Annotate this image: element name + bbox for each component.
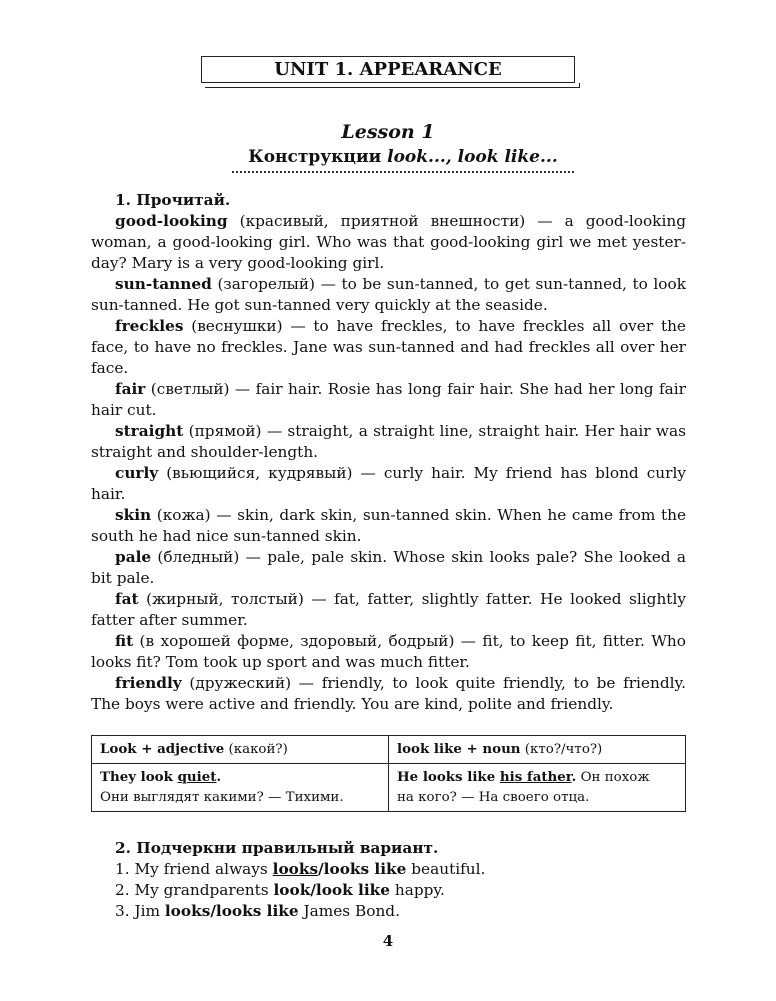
vocab-term: pale (115, 548, 152, 566)
table-header-row (92, 736, 686, 764)
unit-title: UNIT 1. APPEARANCE (201, 56, 575, 83)
lesson-subtitle (232, 147, 574, 173)
table-example-row (92, 764, 686, 812)
option-a: look (273, 881, 311, 899)
option-b: /look like (310, 881, 391, 899)
vocab-term: good-looking (115, 212, 228, 230)
vocab-entry (91, 274, 686, 316)
header-bold: Look + adjective (100, 741, 225, 757)
vocab-text: (светлый) — fair hair. Rosie has long fair hair. She had her long fair hair cut. (91, 380, 686, 419)
example-underlined: quiet (177, 769, 217, 785)
item-number: 2. (115, 881, 135, 899)
example-translation: на кого? — На своего отца. (397, 790, 590, 805)
vocab-entry (91, 547, 686, 589)
vocab-entry (91, 421, 686, 463)
grammar-table (91, 735, 686, 812)
vocab-text: (красивый, приятной внешности) — a good-looking woman, a good-looking girl. Who was that good-looking girl we met yester-day? Mary is a very good-looking girl. (91, 212, 686, 272)
lesson-subtitle-italic: look..., look like... (387, 147, 558, 167)
option-a: looks (164, 902, 211, 920)
header-rest: (какой?) (224, 742, 288, 757)
example-translation: Он похож (576, 770, 650, 785)
example-prefix: He looks like (397, 769, 500, 785)
exercise-item (91, 901, 686, 922)
vocab-text: (в хорошей форме, здоровый, бодрый) — fit, to keep fit, fitter. Who looks fit? Tom took up sport and was much fitter. (91, 632, 686, 671)
vocab-term: straight (115, 422, 184, 440)
page-number: 4 (382, 932, 394, 950)
item-number: 1. (115, 860, 135, 878)
vocab-text: (веснушки) — to have freckles, to have freckles all over the face, to have no freckles. Jane was sun-tanned and had freckles all over her face. (91, 317, 686, 377)
vocab-term: curly (115, 464, 159, 482)
item-post: beautiful. (406, 860, 486, 878)
vocab-entry (91, 463, 686, 505)
header-rest: (кто?/что?) (520, 742, 603, 757)
example-underlined: his father (499, 769, 572, 785)
option-b: /looks like (318, 860, 407, 878)
vocab-term: fair (115, 380, 146, 398)
vocab-entry (91, 379, 686, 421)
vocab-entry (91, 631, 686, 673)
table-header-cell-left (92, 736, 389, 764)
task2 (91, 838, 686, 922)
item-post: happy. (390, 881, 445, 899)
vocab-term: skin (115, 506, 152, 524)
example-suffix: . (571, 769, 577, 785)
header-bold: look like + noun (397, 741, 521, 757)
item-pre: My friend always (134, 860, 273, 878)
lesson-subtitle-prefix: Конструкции (248, 147, 388, 167)
item-number: 3. (115, 902, 135, 920)
lesson-title: Lesson 1 (341, 121, 435, 143)
vocab-term: sun-tanned (115, 275, 212, 293)
vocab-text: (дружеский) — friendly, to look quite friendly, to be friendly. The boys were active and friendly. You are kind, polite and friendly. (91, 674, 686, 713)
vocab-term: friendly (115, 674, 182, 692)
vocab-text: (бледный) — pale, pale skin. Whose skin looks pale? She looked a bit pale. (91, 548, 686, 587)
item-pre: My grandparents (134, 881, 274, 899)
vocab-text: (вьющийся, кудрявый) — curly hair. My friend has blond curly hair. (91, 464, 686, 503)
vocab-entry (91, 589, 686, 631)
vocab-term: freckles (115, 317, 184, 335)
vocab-text: (прямой) — straight, a straight line, straight hair. Her hair was straight and shoulder-length. (91, 422, 686, 461)
vocab-term: fit (115, 632, 134, 650)
table-example-cell-right (389, 764, 686, 812)
task1-title: 1. Прочитай. (115, 191, 231, 209)
vocab-entry (91, 316, 686, 379)
option-a: looks (272, 860, 319, 878)
vocab-entry (91, 505, 686, 547)
vocab-entry (91, 673, 686, 715)
exercise-item (91, 880, 686, 901)
example-translation: Они выглядят какими? — Тихими. (100, 790, 344, 805)
item-pre: Jim (134, 902, 165, 920)
exercise-item (91, 859, 686, 880)
vocab-text: (жирный, толстый) — fat, fatter, slightly fatter. He looked slightly fatter after summer. (91, 590, 686, 629)
example-suffix: . (216, 769, 222, 785)
task1 (91, 190, 686, 715)
table-header-cell-right (389, 736, 686, 764)
example-prefix: They look (100, 769, 178, 785)
item-post: James Bond. (298, 902, 400, 920)
vocab-term: fat (115, 590, 139, 608)
vocab-text: (загорелый) — to be sun-tanned, to get sun-tanned, to look sun-tanned. He got sun-tanned very quickly at the seaside. (91, 275, 686, 314)
option-b: /looks like (210, 902, 299, 920)
table-example-cell-left (92, 764, 389, 812)
vocab-entry (91, 211, 686, 274)
task2-title: 2. Подчеркни правильный вариант. (115, 839, 439, 857)
vocab-text: (кожа) — skin, dark skin, sun-tanned skin. When he came from the south he had nice sun-tanned skin. (91, 506, 686, 545)
